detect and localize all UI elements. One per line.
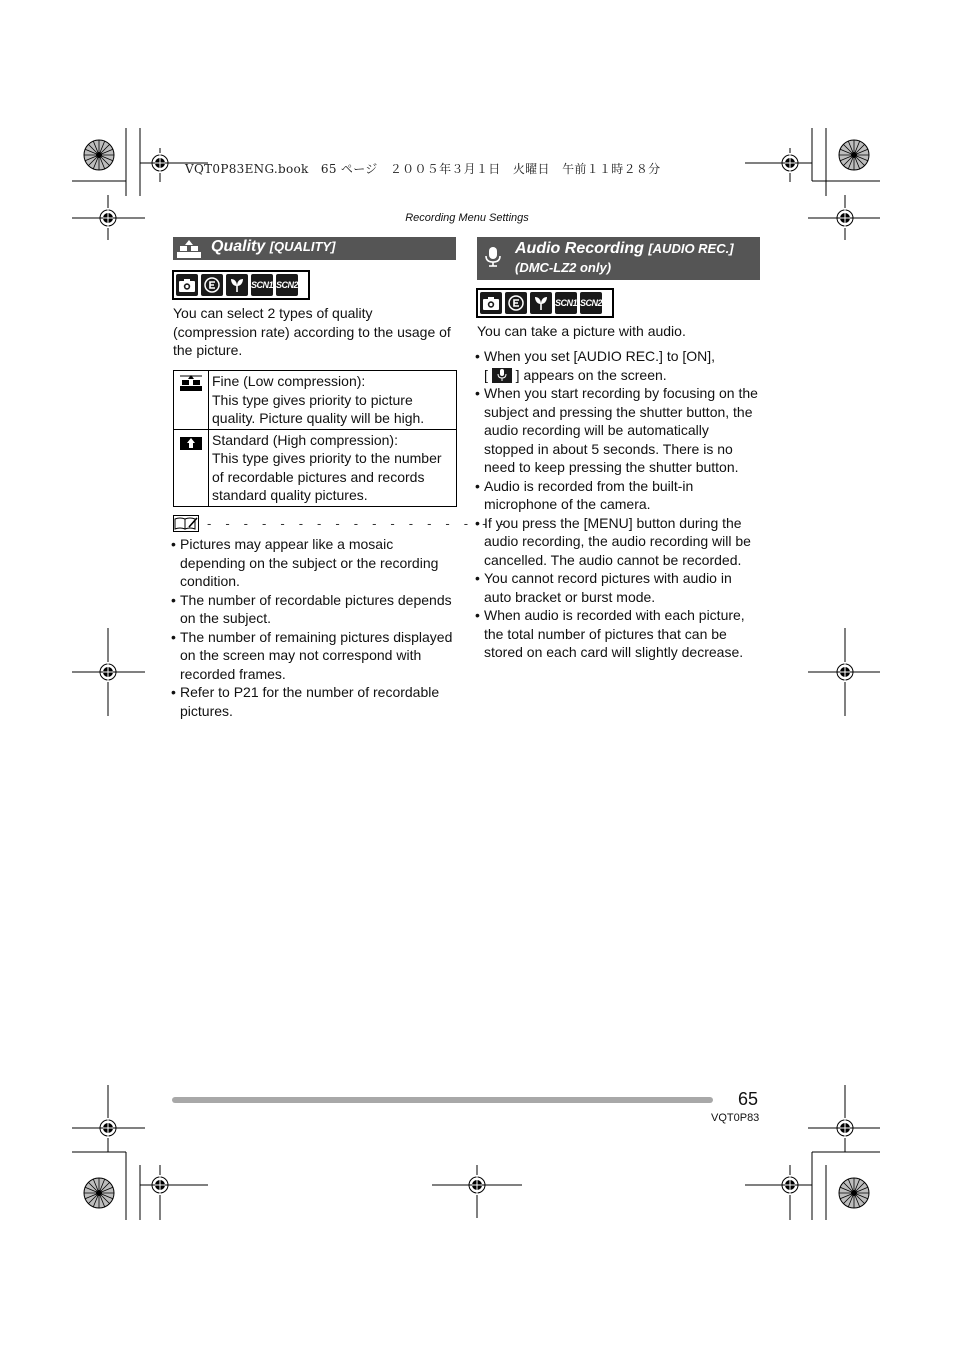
dashed-rule: - - - - - - - - - - - - - - - - -	[207, 516, 510, 531]
scene1-icon: SCN1	[251, 274, 273, 296]
quality-section-header	[173, 237, 456, 260]
list-item: • The number of remaining pictures displayed on the screen may not correspond with recorded frames.	[172, 628, 460, 684]
quality-mode-strip	[172, 270, 310, 300]
economy-icon	[201, 274, 223, 296]
camera-icon	[176, 274, 198, 296]
quality-icon	[175, 239, 203, 259]
macro-icon	[530, 292, 552, 314]
scene2-icon: SCN2	[580, 292, 602, 314]
document-code: VQT0P83	[711, 1112, 760, 1124]
scene2-icon: SCN2	[276, 274, 298, 296]
list-item: • When audio is recorded with each picture, the total number of pictures that can be stored on each card will slightly decrease.	[476, 606, 762, 662]
list-item: • Pictures may appear like a mosaic depending on the subject or the recording condition.	[172, 535, 460, 591]
printer-slug: VQT0P83ENG.book 65 ページ ２００５年３月１日 火曜日 午前１１時２８分	[185, 162, 661, 176]
audio-code: [AUDIO REC.]	[648, 241, 734, 256]
economy-icon	[505, 292, 527, 314]
microphone-icon	[479, 247, 507, 267]
fine-quality-icon	[180, 378, 202, 394]
footer-bar	[172, 1097, 713, 1103]
list-item: • You cannot record pictures with audio in auto bracket or burst mode.	[476, 569, 762, 606]
audio-section-header	[477, 237, 760, 280]
audio-model-note: (DMC-LZ2 only)	[515, 260, 612, 275]
list-item: • When you set [AUDIO REC.] to [ON], [ ] appears on the screen.	[476, 347, 762, 384]
audio-intro: You can take a picture with audio.	[477, 323, 686, 339]
camera-icon	[480, 292, 502, 314]
fine-label: Fine (Low compression):	[212, 373, 366, 389]
list-item: • Audio is recorded from the built-in microphone of the camera.	[476, 477, 762, 514]
audio-bullets-list	[476, 347, 762, 662]
microphone-icon	[492, 368, 512, 383]
fine-desc: This type gives priority to picture quality. Picture quality will be high.	[212, 391, 425, 426]
notes-divider	[173, 515, 510, 532]
standard-desc: This type gives priority to the number of recordable pictures and records standard quality pictures.	[212, 450, 442, 503]
audio-mode-strip	[476, 288, 614, 318]
table-row	[174, 371, 457, 430]
standard-quality-icon	[180, 437, 202, 453]
table-row	[174, 429, 457, 506]
macro-icon	[226, 274, 248, 296]
page-number: 65	[738, 1089, 759, 1109]
quality-code: [QUALITY]	[269, 239, 336, 254]
list-item: • Refer to P21 for the number of recordable pictures.	[172, 683, 460, 720]
standard-label: Standard (High compression):	[212, 431, 398, 448]
list-item: • The number of recordable pictures depends on the subject.	[172, 591, 460, 628]
list-item: • If you press the [MENU] button during the audio recording, the audio recording will be cancelled. The audio cannot be recorded.	[476, 514, 762, 570]
list-item: • When you start recording by focusing on the subject and pressing the shutter button, the audio recording will be automatically stopped in about 5 seconds. There is no need to keep pressing the shutter button.	[476, 384, 762, 477]
quality-notes-list	[172, 535, 460, 720]
scene1-icon: SCN1	[555, 292, 577, 314]
running-head: Recording Menu Settings	[405, 212, 529, 224]
audio-title: Audio Recording	[515, 240, 644, 257]
quality-table	[173, 370, 457, 507]
note-icon	[173, 515, 199, 532]
quality-title: Quality	[211, 238, 266, 255]
quality-intro: You can select 2 types of quality (compression rate) according to the usage of the picture.	[173, 305, 451, 358]
